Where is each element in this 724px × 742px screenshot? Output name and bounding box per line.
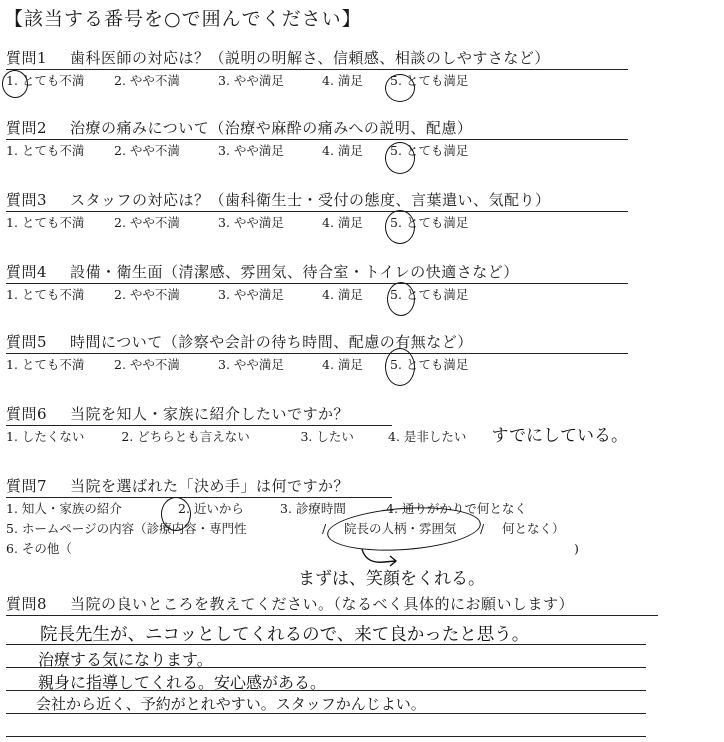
circle-mark [385,210,415,244]
question-label: 質問7 [6,477,48,495]
circle-mark [387,282,415,316]
option-4[interactable]: 4. 満足 [322,287,363,302]
option-3[interactable]: 3. やや満足 [218,73,284,88]
arrow-mark [360,546,400,570]
answer-line [6,690,646,691]
option-3[interactable]: 3. したい [300,429,354,444]
option-4[interactable]: 4. 満足 [322,357,363,372]
question-3 [6,190,628,232]
option-2[interactable]: 2. 近いから [178,501,244,516]
handwritten-line: 治療する気になります。 [38,650,213,669]
option-4[interactable]: 4. 是非したい [388,429,467,444]
question-1 [6,48,628,90]
option-1[interactable]: 1. したくない [6,429,85,444]
option-5[interactable]: 5. とても満足 [390,73,469,88]
option-2[interactable]: 2. やや不満 [114,357,180,372]
option-5-choice[interactable]: 何となく） [502,521,565,536]
option-5[interactable]: 5. ホームページの内容（診療内容・専門性 [6,521,247,536]
question-text: 当院を知人・家族に紹介したいですか？ [70,405,350,423]
question-5 [6,332,628,374]
circle-mark [161,497,191,531]
answer-line [6,713,646,714]
handwritten-line: 院長先生が、ニコッとしてくれるので、来て良かったと思う。 [40,625,530,645]
question-label: 質問3 [6,191,48,209]
answer-line [6,667,646,668]
question-4 [6,262,628,304]
option-1[interactable]: 1. とても不満 [6,357,85,372]
circle-mark [385,74,415,102]
option-4[interactable]: 4. 通りがかりで何となく [386,501,527,516]
question-label: 質問8 [6,595,48,613]
option-1[interactable]: 1. とても不満 [6,287,85,302]
option-2[interactable]: 2. やや不満 [114,215,180,230]
circle-mark [385,142,415,174]
option-4[interactable]: 4. 満足 [322,215,363,230]
question-label: 質問4 [6,263,48,281]
question-label: 質問1 [6,49,48,67]
question-text: 当院を選ばれた「決め手」は何ですか？ [70,477,350,495]
option-3[interactable]: 3. やや満足 [218,357,284,372]
option-4[interactable]: 4. 満足 [322,143,363,158]
question-label: 質問5 [6,333,48,351]
option-4[interactable]: 4. 満足 [322,73,363,88]
separator: / [480,521,485,536]
option-6[interactable]: 6. その他（ [6,541,72,556]
option-2[interactable]: 2. やや不満 [114,143,180,158]
question-text: スタッフの対応は？（歯科衛生士・受付の態度、言葉遣い、気配り） [70,191,551,209]
option-1[interactable]: 1. 知人・家族の紹介 [6,501,122,516]
form-title: 【該当する番号を○で囲んでください】 [4,8,362,30]
option-1[interactable]: 1. とても不満 [6,215,85,230]
option-1[interactable]: 1. とても不満 [6,143,85,158]
question-label: 質問2 [6,119,48,137]
question-text: 歯科医師の対応は？（説明の明解さ、信頼感、相談のしやすさなど） [70,49,550,67]
option-5-choice[interactable]: 院長の人柄・雰囲気 [344,521,457,536]
option-5[interactable]: 5. とても満足 [390,143,469,158]
handwritten-answer: まずは、笑顔をくれる。 [298,569,485,589]
option-3[interactable]: 3. 診療時間 [280,501,346,516]
handwritten-line: 親身に指導してくれる。安心感がある。 [38,673,327,692]
handwritten-line: 会社から近く、予約がとれやすい。スタッフかんじよい。 [36,695,426,713]
option-3[interactable]: 3. やや満足 [218,143,284,158]
option-1[interactable]: 1. とても不満 [6,73,85,88]
question-text: 設備・衛生面（清潔感、雰囲気、待合室・トイレの快適さなど） [70,263,519,281]
option-2[interactable]: 2. やや不満 [114,287,180,302]
option-5[interactable]: 5. とても満足 [390,215,469,230]
option-6-close: ) [574,541,579,556]
option-5[interactable]: 5. とても満足 [390,357,469,372]
circle-mark [385,348,415,386]
option-2[interactable]: 2. どちらとも言えない [121,429,250,444]
question-text: 治療の痛みについて（治療や麻酔の痛みへの説明、配慮） [70,119,473,137]
question-2 [6,118,628,160]
question-6 [6,404,628,446]
question-8 [6,594,628,616]
question-label: 質問6 [6,405,48,423]
answer-line [6,644,646,645]
separator: / [322,521,327,536]
option-2[interactable]: 2. やや不満 [114,73,180,88]
answer-line [6,736,646,737]
handwritten-answer: すでにしている。 [491,426,629,446]
option-3[interactable]: 3. やや満足 [218,287,284,302]
option-5[interactable]: 5. とても満足 [390,287,469,302]
question-7 [6,476,628,558]
question-text: 時間について（診察や会計の待ち時間、配慮の有無など） [70,333,473,351]
option-3[interactable]: 3. やや満足 [218,215,284,230]
question-text: 当院の良いところを教えてください。（なるべく具体的にお願いします） [70,595,575,613]
